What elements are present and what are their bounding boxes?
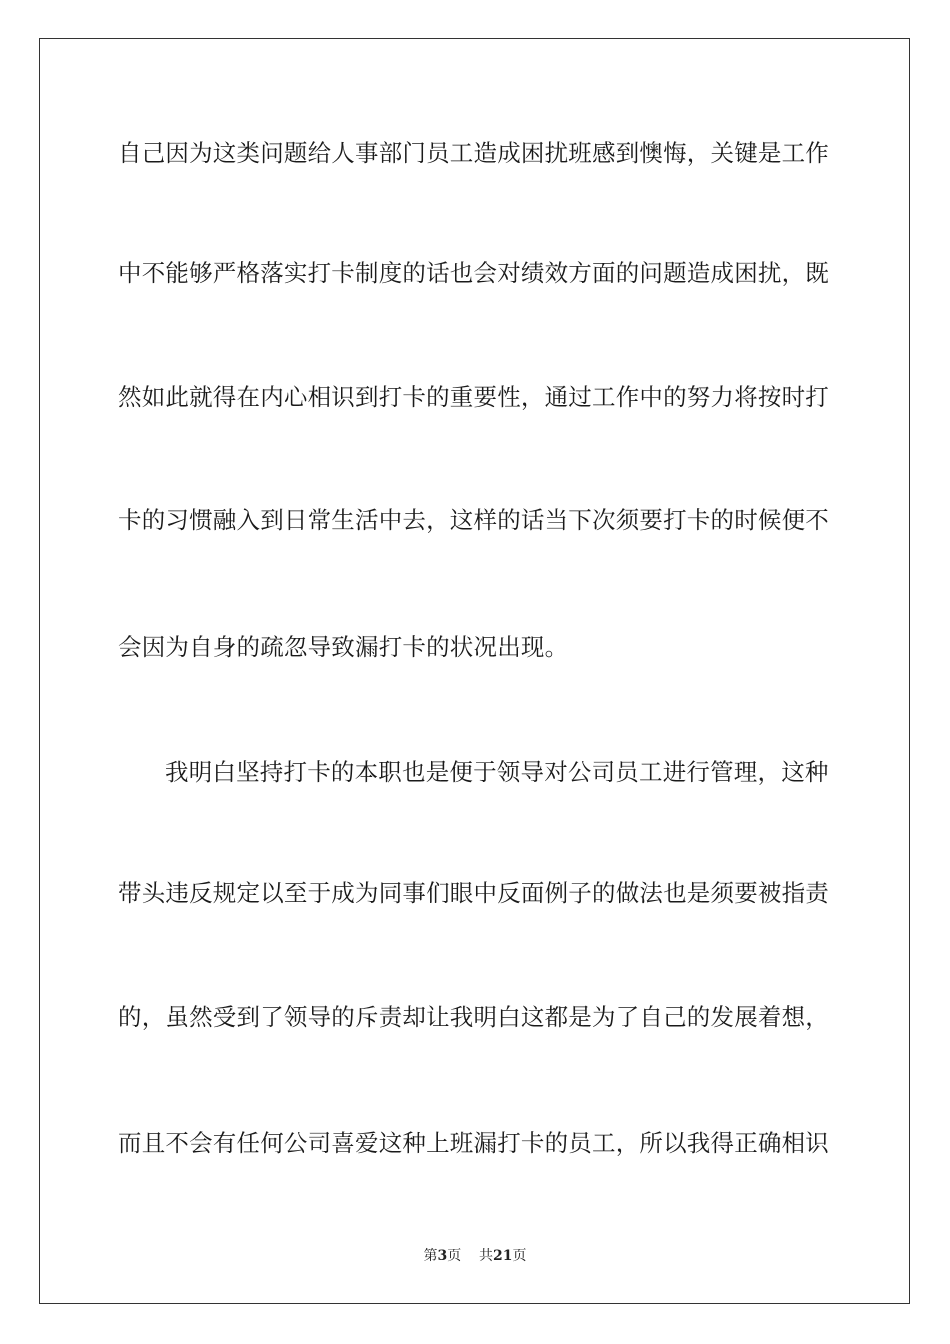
text-line: 的，虽然受到了领导的斥责却让我明白这都是为了自己的发展着想， — [118, 1003, 829, 1031]
total-suffix: 页 — [512, 1248, 527, 1264]
text-line: 中不能够严格落实打卡制度的话也会对绩效方面的问题造成困扰，既 — [118, 259, 829, 287]
page-prefix: 第 — [423, 1248, 438, 1264]
text-line: 然如此就得在内心相识到打卡的重要性，通过工作中的努力将按时打 — [118, 383, 829, 411]
text-line: 带头违反规定以至于成为同事们眼中反面例子的做法也是须要被指责 — [118, 879, 829, 907]
page-footer — [0, 1247, 950, 1265]
total-prefix: 共 — [479, 1248, 494, 1264]
page-number: 3 — [437, 1248, 448, 1264]
page-suffix: 页 — [447, 1248, 462, 1264]
text-line: 自己因为这类问题给人事部门员工造成困扰班感到懊悔，关键是工作 — [118, 139, 829, 167]
text-line: 而且不会有任何公司喜爱这种上班漏打卡的员工，所以我得正确相识 — [118, 1129, 829, 1157]
total-pages: 21 — [493, 1248, 513, 1264]
text-line: 卡的习惯融入到日常生活中去，这样的话当下次须要打卡的时候便不 — [118, 506, 829, 534]
page-border — [39, 38, 910, 1304]
text-line-indented: 我明白坚持打卡的本职也是便于领导对公司员工进行管理，这种 — [165, 758, 829, 786]
text-line: 会因为自身的疏忽导致漏打卡的状况出现。 — [118, 633, 569, 661]
